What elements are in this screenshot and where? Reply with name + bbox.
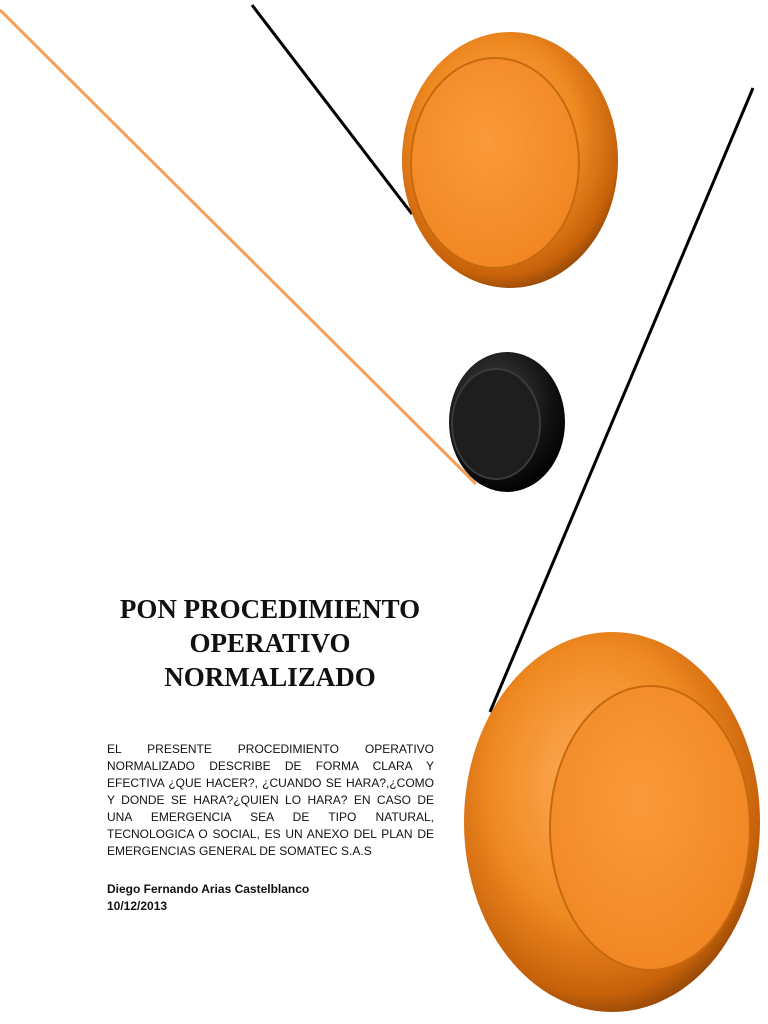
document-title xyxy=(108,592,432,694)
orange-diagonal-line xyxy=(0,10,476,484)
author-name: Diego Fernando Arias Castelblanco xyxy=(107,882,310,896)
title-line-2: OPERATIVO xyxy=(189,628,351,658)
document-date: 10/12/2013 xyxy=(107,899,168,913)
title-line-1: PON PROCEDIMIENTO xyxy=(119,594,421,624)
orange-button-top xyxy=(402,32,618,288)
orange-button-bottom xyxy=(464,632,760,1012)
black-diagonal-line-top xyxy=(252,5,412,214)
document-abstract: EL PRESENTE PROCEDIMIENTO OPERATIVO NORMALIZADO DESCRIBE DE FORMA CLARA Y EFECTIVA ¿QUE HACER?, ¿CUANDO SE HARA?,¿COMO Y DONDE SE HARA?¿QUIEN LO HARA? EN CASO DE UNA EMERGENCIA SEA DE TIPO NATURAL, TECNOLOGICA O SOCIAL, ES UN ANEXO DEL PLAN DE EMERGENCIAS GENERAL DE SOMATEC S.A.S xyxy=(107,742,434,858)
dark-button-middle xyxy=(449,352,565,492)
title-line-3: NORMALIZADO xyxy=(164,662,376,692)
